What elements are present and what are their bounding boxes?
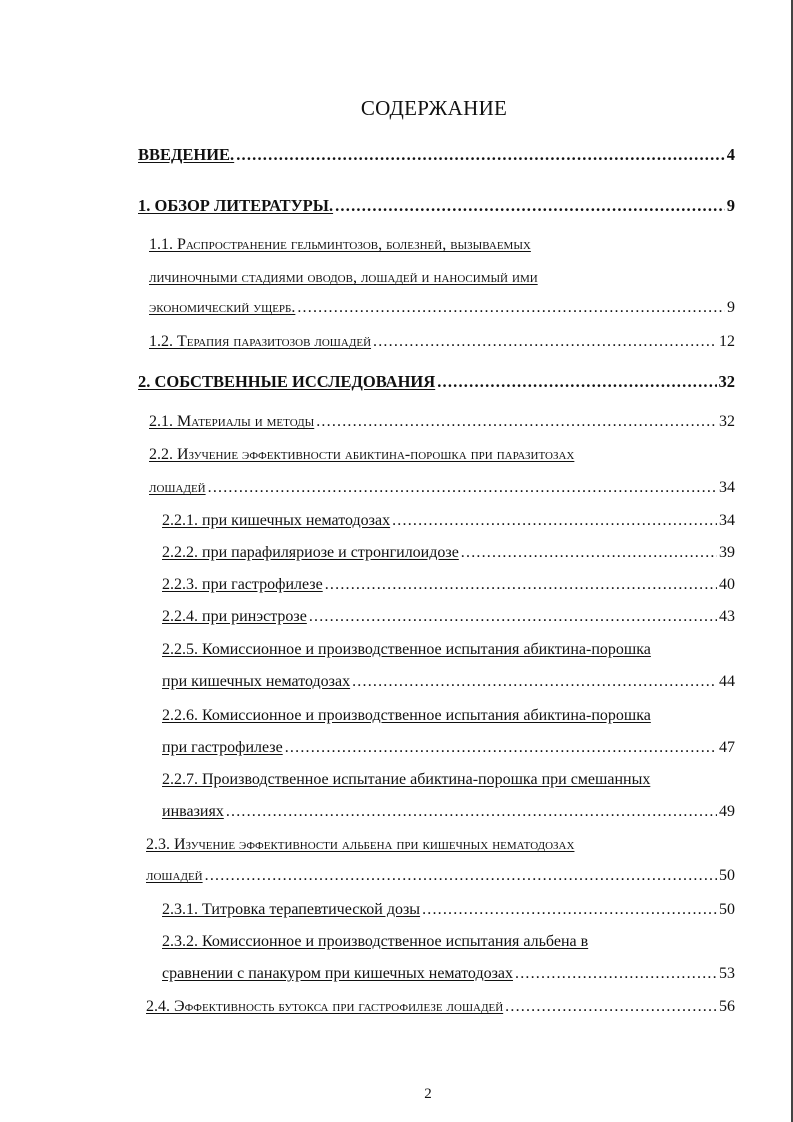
toc-page-number: 32 bbox=[718, 372, 735, 391]
toc-entry-2-2-line2[interactable] bbox=[149, 478, 735, 498]
toc-page-number: 34 bbox=[719, 512, 735, 529]
toc-entry-text: лошадей bbox=[149, 479, 206, 496]
toc-leader-dots bbox=[205, 866, 717, 886]
toc-entry-text: 2.2. Изучение эффективности абиктина-порошка при паразитозах bbox=[149, 446, 575, 463]
toc-leader-dots bbox=[422, 900, 717, 920]
toc-entry-text: 2.2.5. Комиссионное и производственное испытания абиктина-порошка bbox=[162, 641, 651, 658]
toc-entry-2-3-1[interactable] bbox=[162, 900, 735, 920]
page-title: СОДЕРЖАНИЕ bbox=[360, 96, 508, 120]
toc-page-number: 53 bbox=[719, 965, 735, 982]
toc-page-number: 40 bbox=[719, 576, 735, 593]
toc-leader-dots bbox=[236, 145, 725, 165]
toc-page-number: 43 bbox=[719, 608, 735, 625]
toc-entry-2-3-2-line2[interactable] bbox=[162, 964, 735, 984]
toc-entry-2-3-line1[interactable] bbox=[146, 835, 735, 855]
toc-entry-text: 1.1. Распространение гельминтозов, болезней, вызываемых bbox=[149, 236, 531, 253]
toc-page-number: 47 bbox=[719, 739, 735, 756]
toc-entry-chapter-1[interactable] bbox=[138, 196, 735, 216]
toc-leader-dots bbox=[505, 997, 717, 1017]
toc-entry-2-3-2-line1[interactable] bbox=[162, 932, 735, 952]
toc-entry-text: 2.2.4. при ринэстрозе bbox=[162, 608, 307, 625]
toc-page-number: 49 bbox=[719, 803, 735, 820]
page-number: 2 bbox=[424, 1086, 432, 1102]
toc-leader-dots bbox=[373, 332, 717, 352]
toc-entry-2-2-5-line1[interactable] bbox=[162, 640, 735, 660]
toc-entry-text: при гастрофилезе bbox=[162, 739, 283, 756]
toc-entry-text: 2.3. Изучение эффективности альбена при кишечных нематодозах bbox=[146, 836, 575, 853]
toc-page-number: 12 bbox=[719, 333, 735, 350]
toc-leader-dots bbox=[437, 372, 716, 392]
toc-leader-dots bbox=[208, 478, 717, 498]
toc-entry-1-1-line2[interactable] bbox=[149, 268, 735, 288]
toc-leader-dots bbox=[309, 607, 717, 627]
toc-entry-text: 2.2.1. при кишечных нематодозах bbox=[162, 512, 391, 529]
toc-leader-dots bbox=[285, 738, 717, 758]
toc-entry-text: 2.2.2. при парафиляриозе и стронгилоидозе bbox=[162, 544, 459, 561]
toc-entry-2-2-6-line2[interactable] bbox=[162, 738, 735, 758]
toc-entry-intro[interactable] bbox=[138, 145, 735, 165]
toc-entry-text: 2.2.3. при гастрофилезе bbox=[162, 576, 323, 593]
toc-page-number: 44 bbox=[719, 673, 735, 690]
toc-entry-text: ВВЕДЕНИЕ. bbox=[138, 145, 235, 164]
toc-entry-2-3-line2[interactable] bbox=[146, 866, 735, 886]
toc-entry-text: 2.3.2. Комиссионное и производственное испытания альбена в bbox=[162, 933, 589, 950]
toc-page-number: 56 bbox=[719, 998, 735, 1015]
toc-leader-dots bbox=[461, 543, 717, 563]
toc-leader-dots bbox=[297, 298, 725, 318]
toc-page-number: 9 bbox=[727, 299, 735, 316]
toc-entry-1-2[interactable] bbox=[149, 332, 735, 352]
toc-entry-2-2-2[interactable] bbox=[162, 543, 735, 563]
toc-page-number: 50 bbox=[719, 867, 735, 884]
toc-entry-2-2-4[interactable] bbox=[162, 607, 735, 627]
toc-entry-text: 2.3.1. Титровка терапевтической дозы bbox=[162, 901, 421, 918]
toc-leader-dots bbox=[335, 196, 725, 216]
toc-leader-dots bbox=[325, 575, 717, 595]
toc-entry-2-2-5-line2[interactable] bbox=[162, 672, 735, 692]
toc-page-number: 9 bbox=[726, 196, 735, 215]
toc-entry-2-2-1[interactable] bbox=[162, 511, 735, 531]
toc-leader-dots bbox=[226, 802, 717, 822]
toc-entry-text: 1. ОБЗОР ЛИТЕРАТУРЫ. bbox=[138, 196, 334, 215]
toc-leader-dots bbox=[352, 672, 717, 692]
toc-entry-text: экономический ущерб. bbox=[149, 299, 296, 316]
toc-page-number: 39 bbox=[719, 544, 735, 561]
toc-entry-text: лошадей bbox=[146, 867, 203, 884]
toc-entry-2-1[interactable] bbox=[149, 412, 735, 432]
toc-entry-text: 2.4. Эффективность бутокса при гастрофилезе лошадей bbox=[146, 998, 504, 1015]
toc-leader-dots bbox=[316, 412, 717, 432]
toc-entry-text: 2.2.6. Комиссионное и производственное испытания абиктина-порошка bbox=[162, 707, 651, 724]
toc-entry-2-2-line1[interactable] bbox=[149, 445, 735, 465]
toc-entry-text: 2. СОБСТВЕННЫЕ ИССЛЕДОВАНИЯ bbox=[138, 372, 436, 391]
toc-entry-chapter-2[interactable] bbox=[138, 372, 735, 392]
toc-entry-text: при кишечных нематодозах bbox=[162, 673, 351, 690]
toc-page-number: 50 bbox=[719, 901, 735, 918]
toc-page-number: 34 bbox=[719, 479, 735, 496]
toc-leader-dots bbox=[392, 511, 717, 531]
toc-entry-2-4[interactable] bbox=[146, 997, 735, 1017]
toc-page-number: 4 bbox=[726, 145, 735, 164]
toc-entry-text: личиночными стадиями оводов, лошадей и наносимый ими bbox=[149, 269, 538, 286]
toc-entry-2-2-6-line1[interactable] bbox=[162, 706, 735, 726]
toc-entry-text: сравнении с панакуром при кишечных нематодозах bbox=[162, 965, 513, 982]
toc-entry-2-2-3[interactable] bbox=[162, 575, 735, 595]
toc-entry-1-1-line3[interactable] bbox=[149, 298, 735, 318]
toc-leader-dots bbox=[515, 964, 717, 984]
toc-entry-2-2-7-line2[interactable] bbox=[162, 802, 735, 822]
toc-entry-2-2-7-line1[interactable] bbox=[162, 770, 735, 790]
toc-page-number: 32 bbox=[719, 413, 735, 430]
toc-entry-text: 2.1. Материалы и методы bbox=[149, 413, 315, 430]
toc-entry-text: 1.2. Терапия паразитозов лошадей bbox=[149, 333, 372, 350]
toc-entry-text: 2.2.7. Производственное испытание абиктина-порошка при смешанных bbox=[162, 771, 651, 788]
toc-entry-text: инвазиях bbox=[162, 803, 224, 820]
toc-entry-1-1-line1[interactable] bbox=[149, 235, 735, 255]
